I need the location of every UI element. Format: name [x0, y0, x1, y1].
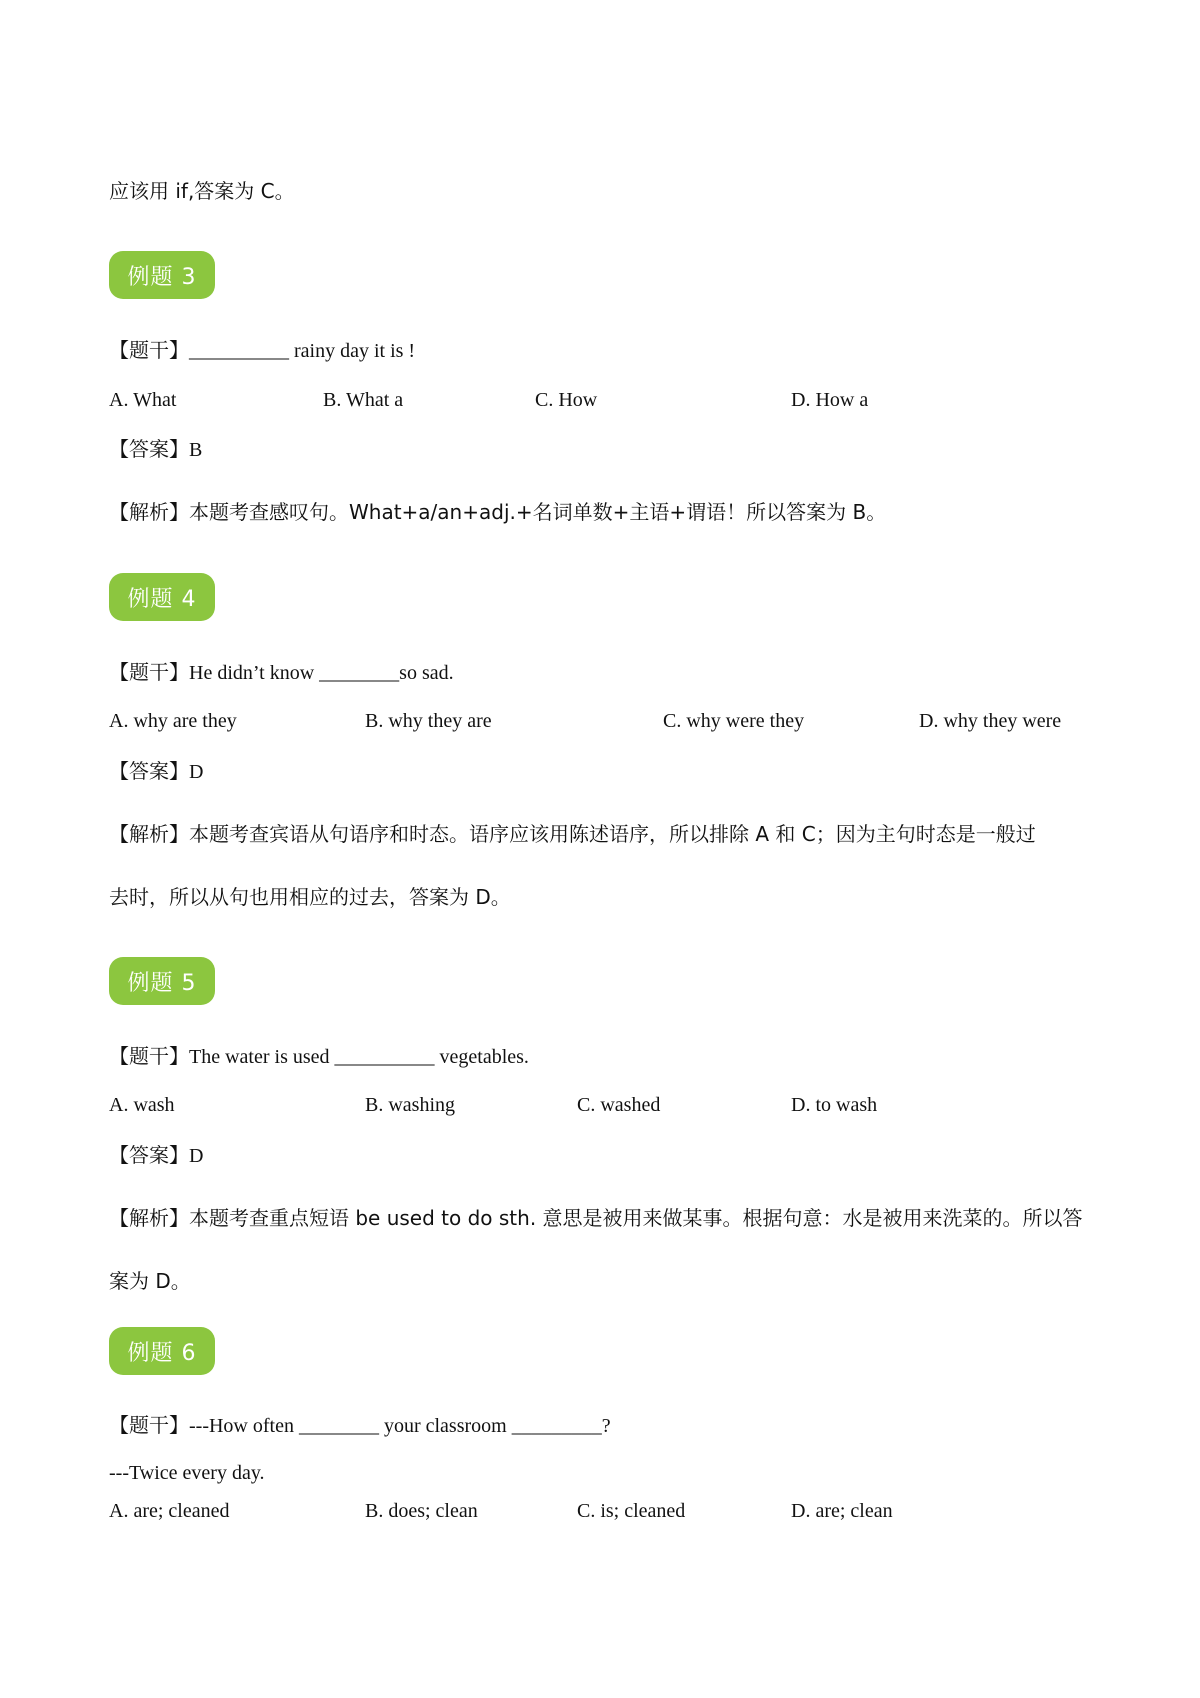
option-d: D. How a: [791, 389, 869, 411]
question-stem: [109, 336, 415, 365]
answer-value: D: [189, 761, 204, 783]
analysis-text: 本题考查宾语从句语序和时态。语序应该用陈述语序，所以排除 A 和 C；因为主句时态是一般过: [189, 822, 1036, 846]
question-stem: [109, 1411, 611, 1440]
analysis-line: [109, 1204, 1083, 1232]
analysis-text: 本题考查感叹句。What+a/an+adj.+名词单数+主语+谓语！所以答案为 B。: [189, 500, 887, 524]
option-c: C. How: [535, 389, 598, 411]
option-d: D. why they were: [919, 710, 1062, 732]
example-badge: 例题 6: [109, 1327, 215, 1375]
stem-text: ---How often ________ your classroom _________?: [189, 1415, 611, 1437]
option-c: C. why were they: [663, 710, 805, 732]
question-stem: [109, 658, 454, 687]
analysis-text: 本题考查重点短语 be used to do sth. 意思是被用来做某事。根据句意：水是被用来洗菜的。所以答: [189, 1206, 1083, 1230]
option-a: A. What: [109, 389, 177, 411]
analysis-tag: 【解析】: [109, 822, 189, 846]
option-d: D. to wash: [791, 1094, 878, 1116]
option-a: A. wash: [109, 1094, 175, 1116]
answer-line: [109, 757, 203, 786]
stem-tag: 【题干】: [109, 1413, 189, 1437]
option-b: B. why they are: [365, 710, 492, 732]
option-b: B. What a: [323, 389, 404, 411]
answer-tag: 【答案】: [109, 759, 189, 783]
example-badge: 例题 4: [109, 573, 215, 621]
stem-text: He didn’t know ________so sad.: [189, 662, 454, 684]
option-c: C. washed: [577, 1094, 661, 1116]
option-d: D. are; clean: [791, 1500, 893, 1522]
answer-tag: 【答案】: [109, 1143, 189, 1167]
answer-line: [109, 1141, 203, 1170]
intro-line: 应该用 if,答案为 C。: [109, 179, 295, 203]
example-badge: 例题 3: [109, 251, 215, 299]
question-stem: [109, 1042, 529, 1071]
analysis-tag: 【解析】: [109, 500, 189, 524]
answer-line: [109, 435, 202, 464]
analysis-continuation: 案为 D。: [109, 1269, 191, 1293]
question-stem-reply: ---Twice every day.: [109, 1462, 265, 1484]
option-a: A. why are they: [109, 710, 237, 732]
analysis-line: [109, 498, 886, 526]
stem-tag: 【题干】: [109, 338, 189, 362]
stem-text: The water is used __________ vegetables.: [189, 1046, 529, 1068]
analysis-continuation: 去时，所以从句也用相应的过去，答案为 D。: [109, 885, 511, 909]
option-c: C. is; cleaned: [577, 1500, 686, 1522]
analysis-line: [109, 820, 1036, 848]
stem-tag: 【题干】: [109, 1044, 189, 1068]
option-b: B. does; clean: [365, 1500, 478, 1522]
answer-tag: 【答案】: [109, 437, 189, 461]
option-b: B. washing: [365, 1094, 455, 1116]
analysis-tag: 【解析】: [109, 1206, 189, 1230]
stem-tag: 【题干】: [109, 660, 189, 684]
answer-value: D: [189, 1145, 204, 1167]
example-badge: 例题 5: [109, 957, 215, 1005]
option-a: A. are; cleaned: [109, 1500, 230, 1522]
answer-value: B: [189, 439, 203, 461]
stem-text: __________ rainy day it is !: [189, 340, 416, 362]
